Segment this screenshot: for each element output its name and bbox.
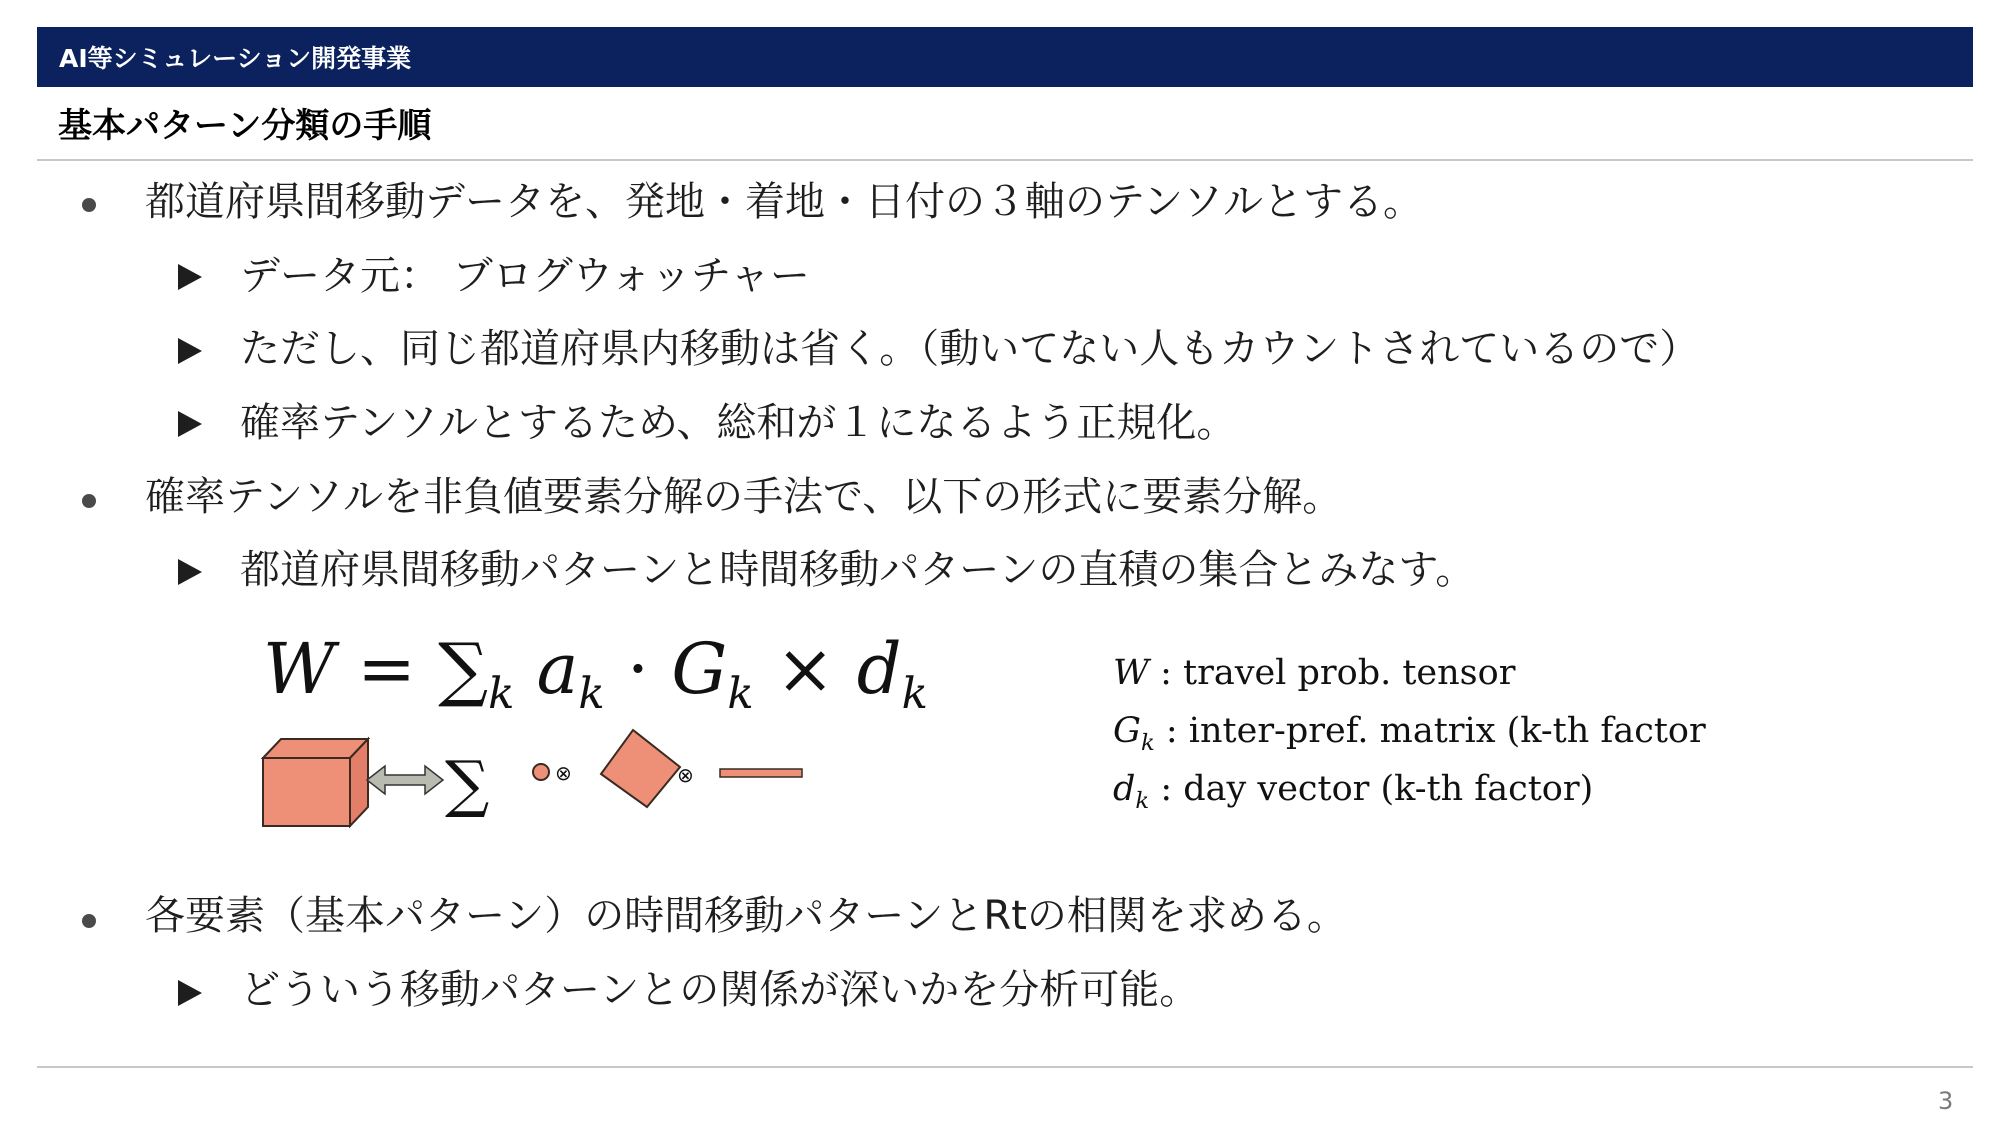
bullet-1-sub-2: ただし、同じ都道府県内移動は省く。（動いてない人もカウントされているので） bbox=[240, 326, 1700, 372]
tensor-decomposition-diagram bbox=[255, 725, 855, 845]
bullet-3-text: 各要素（基本パターン）の時間移動パターンとRtの相関を求める。 bbox=[145, 893, 1347, 939]
outer-product-icon: ⊗ bbox=[677, 763, 694, 787]
bullet-dot-icon bbox=[82, 914, 96, 928]
triangle-bullet-icon bbox=[178, 338, 202, 364]
formula-equals-sum: = ∑ bbox=[334, 628, 489, 710]
section-header-bar bbox=[37, 27, 1973, 87]
formula-d-index: k bbox=[901, 669, 928, 720]
formula-G: G bbox=[671, 628, 728, 710]
bullet-dot-icon bbox=[82, 198, 96, 212]
footer-divider bbox=[37, 1066, 1973, 1068]
formula-W: W bbox=[263, 628, 335, 710]
diagram-sum-icon: ∑ bbox=[445, 747, 490, 820]
legend-symbol-index: k bbox=[1140, 730, 1155, 756]
title-divider bbox=[37, 159, 1973, 161]
bullet-1-text: 都道府県間移動データを、発地・着地・日付の３軸のテンソルとする。 bbox=[145, 179, 1423, 225]
legend-symbol: G bbox=[1113, 711, 1141, 751]
matrix-factor-icon bbox=[601, 730, 680, 807]
slide-title: 基本パターン分類の手順 bbox=[58, 106, 432, 146]
legend-symbol: d bbox=[1113, 769, 1136, 809]
legend-text: : inter-pref. matrix (k-th factor bbox=[1154, 711, 1706, 751]
legend-row-d bbox=[1113, 766, 1706, 824]
vector-factor-icon bbox=[720, 769, 802, 777]
legend-symbol: W bbox=[1113, 653, 1149, 693]
bullet-1-sub-1: データ元： ブログウォッチャー bbox=[240, 253, 810, 299]
formula-dot: · bbox=[604, 628, 672, 710]
section-title: AI等シミュレーション開発事業 bbox=[59, 44, 412, 73]
formula-times: × bbox=[753, 628, 857, 710]
legend-text: : day vector (k-th factor) bbox=[1149, 769, 1594, 809]
formula-sum-index: k bbox=[488, 669, 515, 720]
triangle-bullet-icon bbox=[178, 411, 202, 437]
tensor-cube-icon bbox=[263, 739, 368, 826]
bullet-2-sub-1: 都道府県間移動パターンと時間移動パターンの直積の集合とみなす。 bbox=[240, 547, 1476, 593]
formula-G-index: k bbox=[727, 669, 754, 720]
legend-text: : travel prob. tensor bbox=[1148, 653, 1516, 693]
outer-product-icon: ⊗ bbox=[555, 761, 572, 785]
triangle-bullet-icon bbox=[178, 264, 202, 290]
legend-symbol-index: k bbox=[1135, 788, 1150, 814]
double-arrow-icon bbox=[367, 766, 443, 794]
triangle-bullet-icon bbox=[178, 559, 202, 585]
formula-d: d bbox=[856, 628, 902, 710]
decomposition-formula bbox=[263, 628, 928, 719]
bullet-dot-icon bbox=[82, 494, 96, 508]
formula-a-index: k bbox=[578, 669, 605, 720]
bullet-1-sub-3: 確率テンソルとするため、総和が１になるよう正規化。 bbox=[240, 400, 1237, 446]
bullet-3-sub-1: どういう移動パターンとの関係が深いかを分析可能。 bbox=[240, 967, 1200, 1013]
scalar-circle-icon bbox=[533, 764, 549, 780]
legend-row-W bbox=[1113, 650, 1706, 708]
formula-legend bbox=[1113, 650, 1706, 824]
page-number: 3 bbox=[1938, 1087, 1954, 1115]
formula-a: a bbox=[514, 628, 579, 710]
legend-row-G bbox=[1113, 708, 1706, 766]
triangle-bullet-icon bbox=[178, 980, 202, 1006]
bullet-2-text: 確率テンソルを非負値要素分解の手法で、以下の形式に要素分解。 bbox=[145, 474, 1343, 520]
